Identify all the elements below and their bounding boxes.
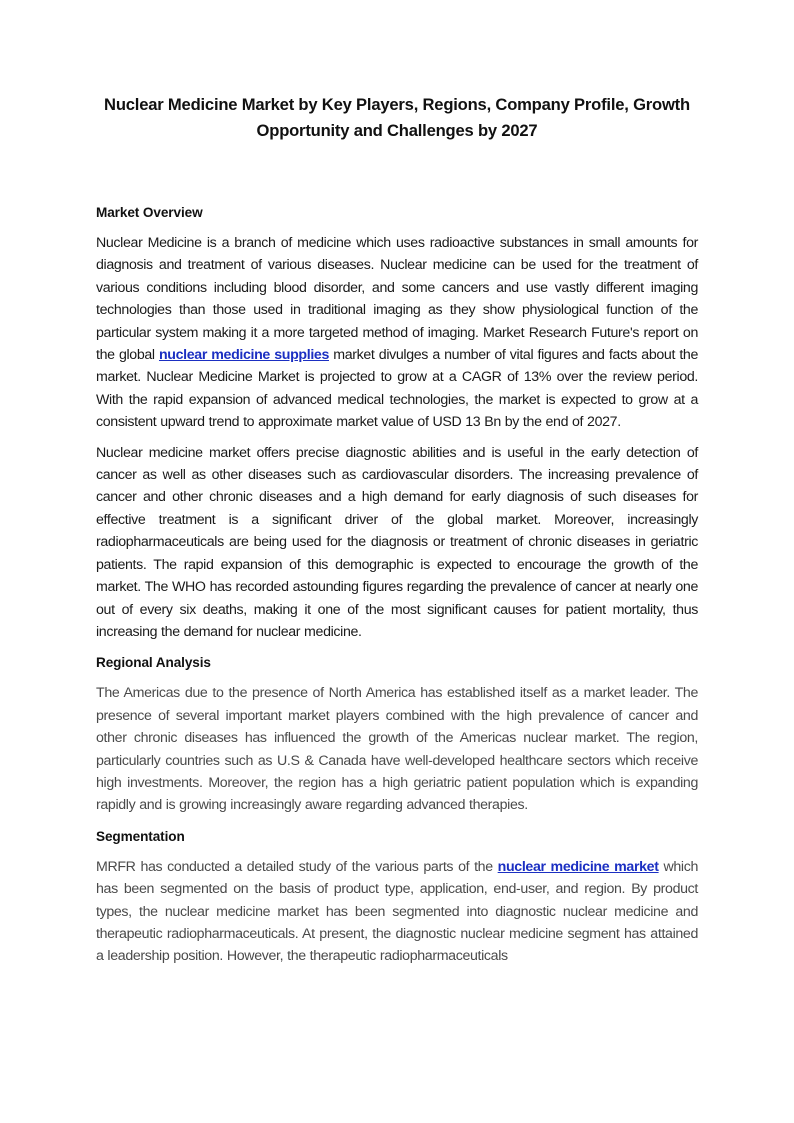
paragraph-text: Nuclear Medicine is a branch of medicine which uses radioactive substances in small amounts for diagnosis and treatment of various diseases. Nuclear medicine can be used for the treatment of various conditions including blood disorder, and some cancers and use vastly different imaging technologies than those used in traditional imaging as they show physiological function of the particular system making it a more targeted method of imaging. Market Research Future's report on the global	[96, 235, 698, 364]
document-title: Nuclear Medicine Market by Key Players, Regions, Company Profile, Growth Opportunity and Challenges by 2027	[104, 95, 690, 140]
paragraph-text: which has been segmented on the basis of product type, application, end-user, and region. By product types, the nuclear medicine market has been segmented into diagnostic nuclear medicine and therapeutic radiopharmaceuticals. At present, the diagnostic nuclear medicine segment has attained a leadership position. However, the therapeutic radiopharmaceuticals	[96, 858, 699, 965]
link-nuclear-medicine-supplies[interactable]: nuclear medicine supplies	[158, 347, 329, 364]
paragraph-market-overview-2: Nuclear medicine market offers precise diagnostic abilities and is useful in the early detection of cancer as well as other diseases such as cardiovascular disorders. The increasing prevalence of cancer and other chronic diseases and a high demand for early diagnosis of such diseases for effective treatment is a significant driver of the global market. Moreover, increasingly radiopharmaceuticals are being used for the diagnosis or treatment of chronic diseases in geriatric patients. The rapid expansion of this demographic is expected to encourage the growth of the market. The WHO has recorded astounding figures regarding the prevalence of cancer at nearly one out of every six deaths, making it one of the most significant causes for patient mortality, thus increasing the demand for nuclear medicine.	[96, 444, 698, 640]
paragraph-market-overview-1	[96, 232, 698, 434]
paragraph-regional-analysis: The Americas due to the presence of North America has established itself as a market leader. The presence of several important market players combined with the high prevalence of cancer and other chronic diseases has influenced the growth of the Americas nuclear market. The region, particularly countries such as U.S & Canada have well-developed healthcare sectors which receive high investments. Moreover, the region has a high geriatric patient population which is expanding rapidly and is growing increasingly aware regarding advanced therapies.	[96, 685, 698, 814]
paragraph-text: MRFR has conducted a detailed study of the various parts of the	[96, 858, 498, 875]
paragraph-text: market divulges a number of vital figures and facts about the market. Nuclear Medicine Market is projected to grow at a CAGR of 13% over the review period. With the rapid expansion of advanced medical technologies, the market is expected to grow at a consistent upward trend to approximate market value of USD 13 Bn by the end of 2027.	[96, 347, 698, 431]
paragraph-segmentation	[96, 856, 698, 968]
document-page	[96, 92, 698, 968]
heading-market-overview: Market Overview	[96, 205, 203, 220]
heading-regional-analysis: Regional Analysis	[96, 655, 211, 671]
link-nuclear-medicine-market[interactable]: nuclear medicine market	[497, 858, 659, 875]
heading-segmentation: Segmentation	[96, 828, 185, 844]
